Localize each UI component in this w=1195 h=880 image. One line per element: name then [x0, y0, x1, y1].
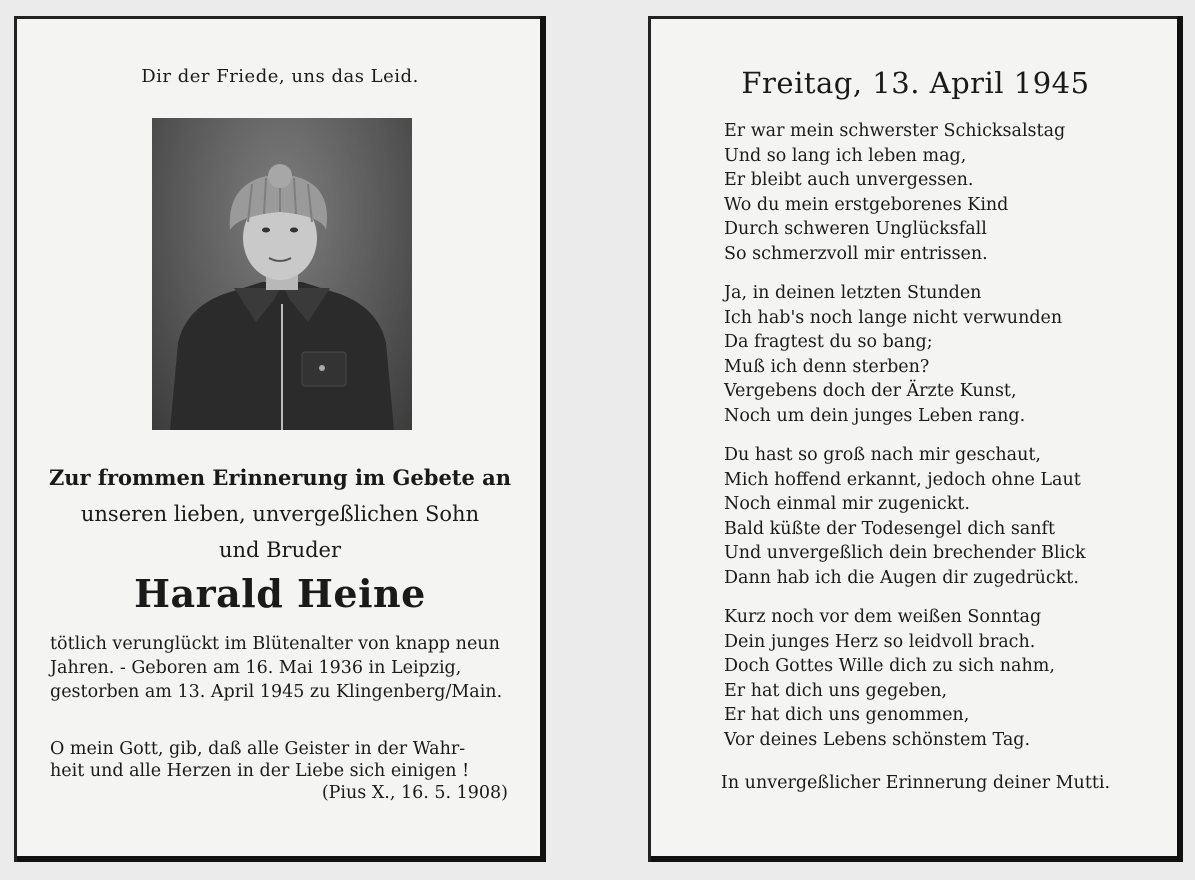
- portrait-photo: [152, 118, 412, 430]
- poem-line: Vor deines Lebens schönstem Tag.: [724, 729, 1031, 750]
- dedication-line-1: Zur frommen Erinnerung im Gebete an: [48, 465, 512, 490]
- poem-stanza: [724, 443, 1086, 590]
- boy-portrait-illustration: [152, 118, 412, 430]
- bio-line: tötlich verunglückt im Blütenalter von knapp neun: [50, 634, 500, 654]
- poem-line: Ich hab's noch lange nicht verwunden: [724, 307, 1063, 328]
- poem-line: Noch einmal mir zugenickt.: [724, 494, 970, 514]
- poem-line: Noch um dein junges Leben rang.: [724, 405, 1026, 426]
- poem-line: Ja, in deinen letzten Stunden: [724, 283, 982, 303]
- prayer-line: heit und alle Herzen in der Liebe sich einigen !: [50, 761, 470, 781]
- biography: [50, 632, 510, 704]
- border-top: [14, 16, 546, 19]
- poem-line: Und unvergeßlich dein brechender Blick: [724, 543, 1086, 563]
- date-heading: Freitag, 13. April 1945: [741, 66, 1090, 100]
- memorial-card-right: [648, 16, 1183, 862]
- poem-line: Vergebens doch der Ärzte Kunst,: [724, 381, 1017, 401]
- poem-line: Bald küßte der Todesengel dich sanft: [724, 518, 1056, 539]
- border-left: [14, 16, 17, 862]
- poem-line: Und so lang ich leben mag,: [724, 145, 967, 166]
- dedication-line-3: und Bruder: [218, 538, 342, 562]
- poem-line: Er hat dich uns gegeben,: [724, 680, 948, 701]
- border-right: [540, 16, 546, 862]
- border-bottom: [14, 856, 546, 862]
- poem-stanza: [724, 605, 1086, 752]
- poem-line: Durch schweren Unglücksfall: [724, 219, 987, 239]
- deceased-name: Harald Heine: [134, 571, 426, 616]
- poem-line: Er hat dich uns genommen,: [724, 705, 970, 725]
- bio-line: gestorben am 13. April 1945 zu Klingenberg/Main.: [50, 682, 503, 702]
- poem-line: Dein junges Herz so leidvoll brach.: [724, 631, 1036, 652]
- border-top: [648, 16, 1183, 19]
- poem-line: Er war mein schwerster Schicksalstag: [724, 121, 1066, 141]
- poem: [724, 119, 1086, 767]
- bio-line: Jahren. - Geboren am 16. Mai 1936 in Leipzig,: [50, 658, 462, 678]
- prayer-citation: (Pius X., 16. 5. 1908): [321, 783, 508, 803]
- closing-line: In unvergeßlicher Erinnerung deiner Mutti.: [720, 773, 1111, 793]
- poem-line: Du hast so groß nach mir geschaut,: [724, 445, 1041, 465]
- poem-stanza: [724, 119, 1086, 266]
- poem-line: Mich hoffend erkannt, jedoch ohne Laut: [724, 469, 1081, 490]
- dedication-line-2: unseren lieben, unvergeßlichen Sohn: [80, 502, 480, 526]
- border-bottom: [648, 856, 1183, 862]
- poem-line: Kurz noch vor dem weißen Sonntag: [724, 607, 1042, 627]
- poem-line: Dann hab ich die Augen dir zugedrückt.: [724, 567, 1079, 588]
- border-right: [1177, 16, 1183, 862]
- poem-line: Doch Gottes Wille dich zu sich nahm,: [724, 656, 1055, 676]
- prayer-line: O mein Gott, gib, daß alle Geister in der Wahr-: [50, 739, 466, 759]
- poem-line: Muß ich denn sterben?: [724, 356, 930, 377]
- dedication-block: [14, 460, 546, 568]
- poem-line: So schmerzvoll mir entrissen.: [724, 243, 988, 264]
- border-left: [648, 16, 651, 862]
- memorial-card-left: [14, 16, 546, 862]
- poem-line: Da fragtest du so bang;: [724, 332, 933, 352]
- poem-line: Er bleibt auch unvergessen.: [724, 170, 974, 190]
- prayer: [50, 738, 508, 804]
- poem-line: Wo du mein erstgeborenes Kind: [724, 194, 1009, 215]
- motto: Dir der Friede, uns das Leid.: [141, 66, 419, 87]
- poem-stanza: [724, 281, 1086, 428]
